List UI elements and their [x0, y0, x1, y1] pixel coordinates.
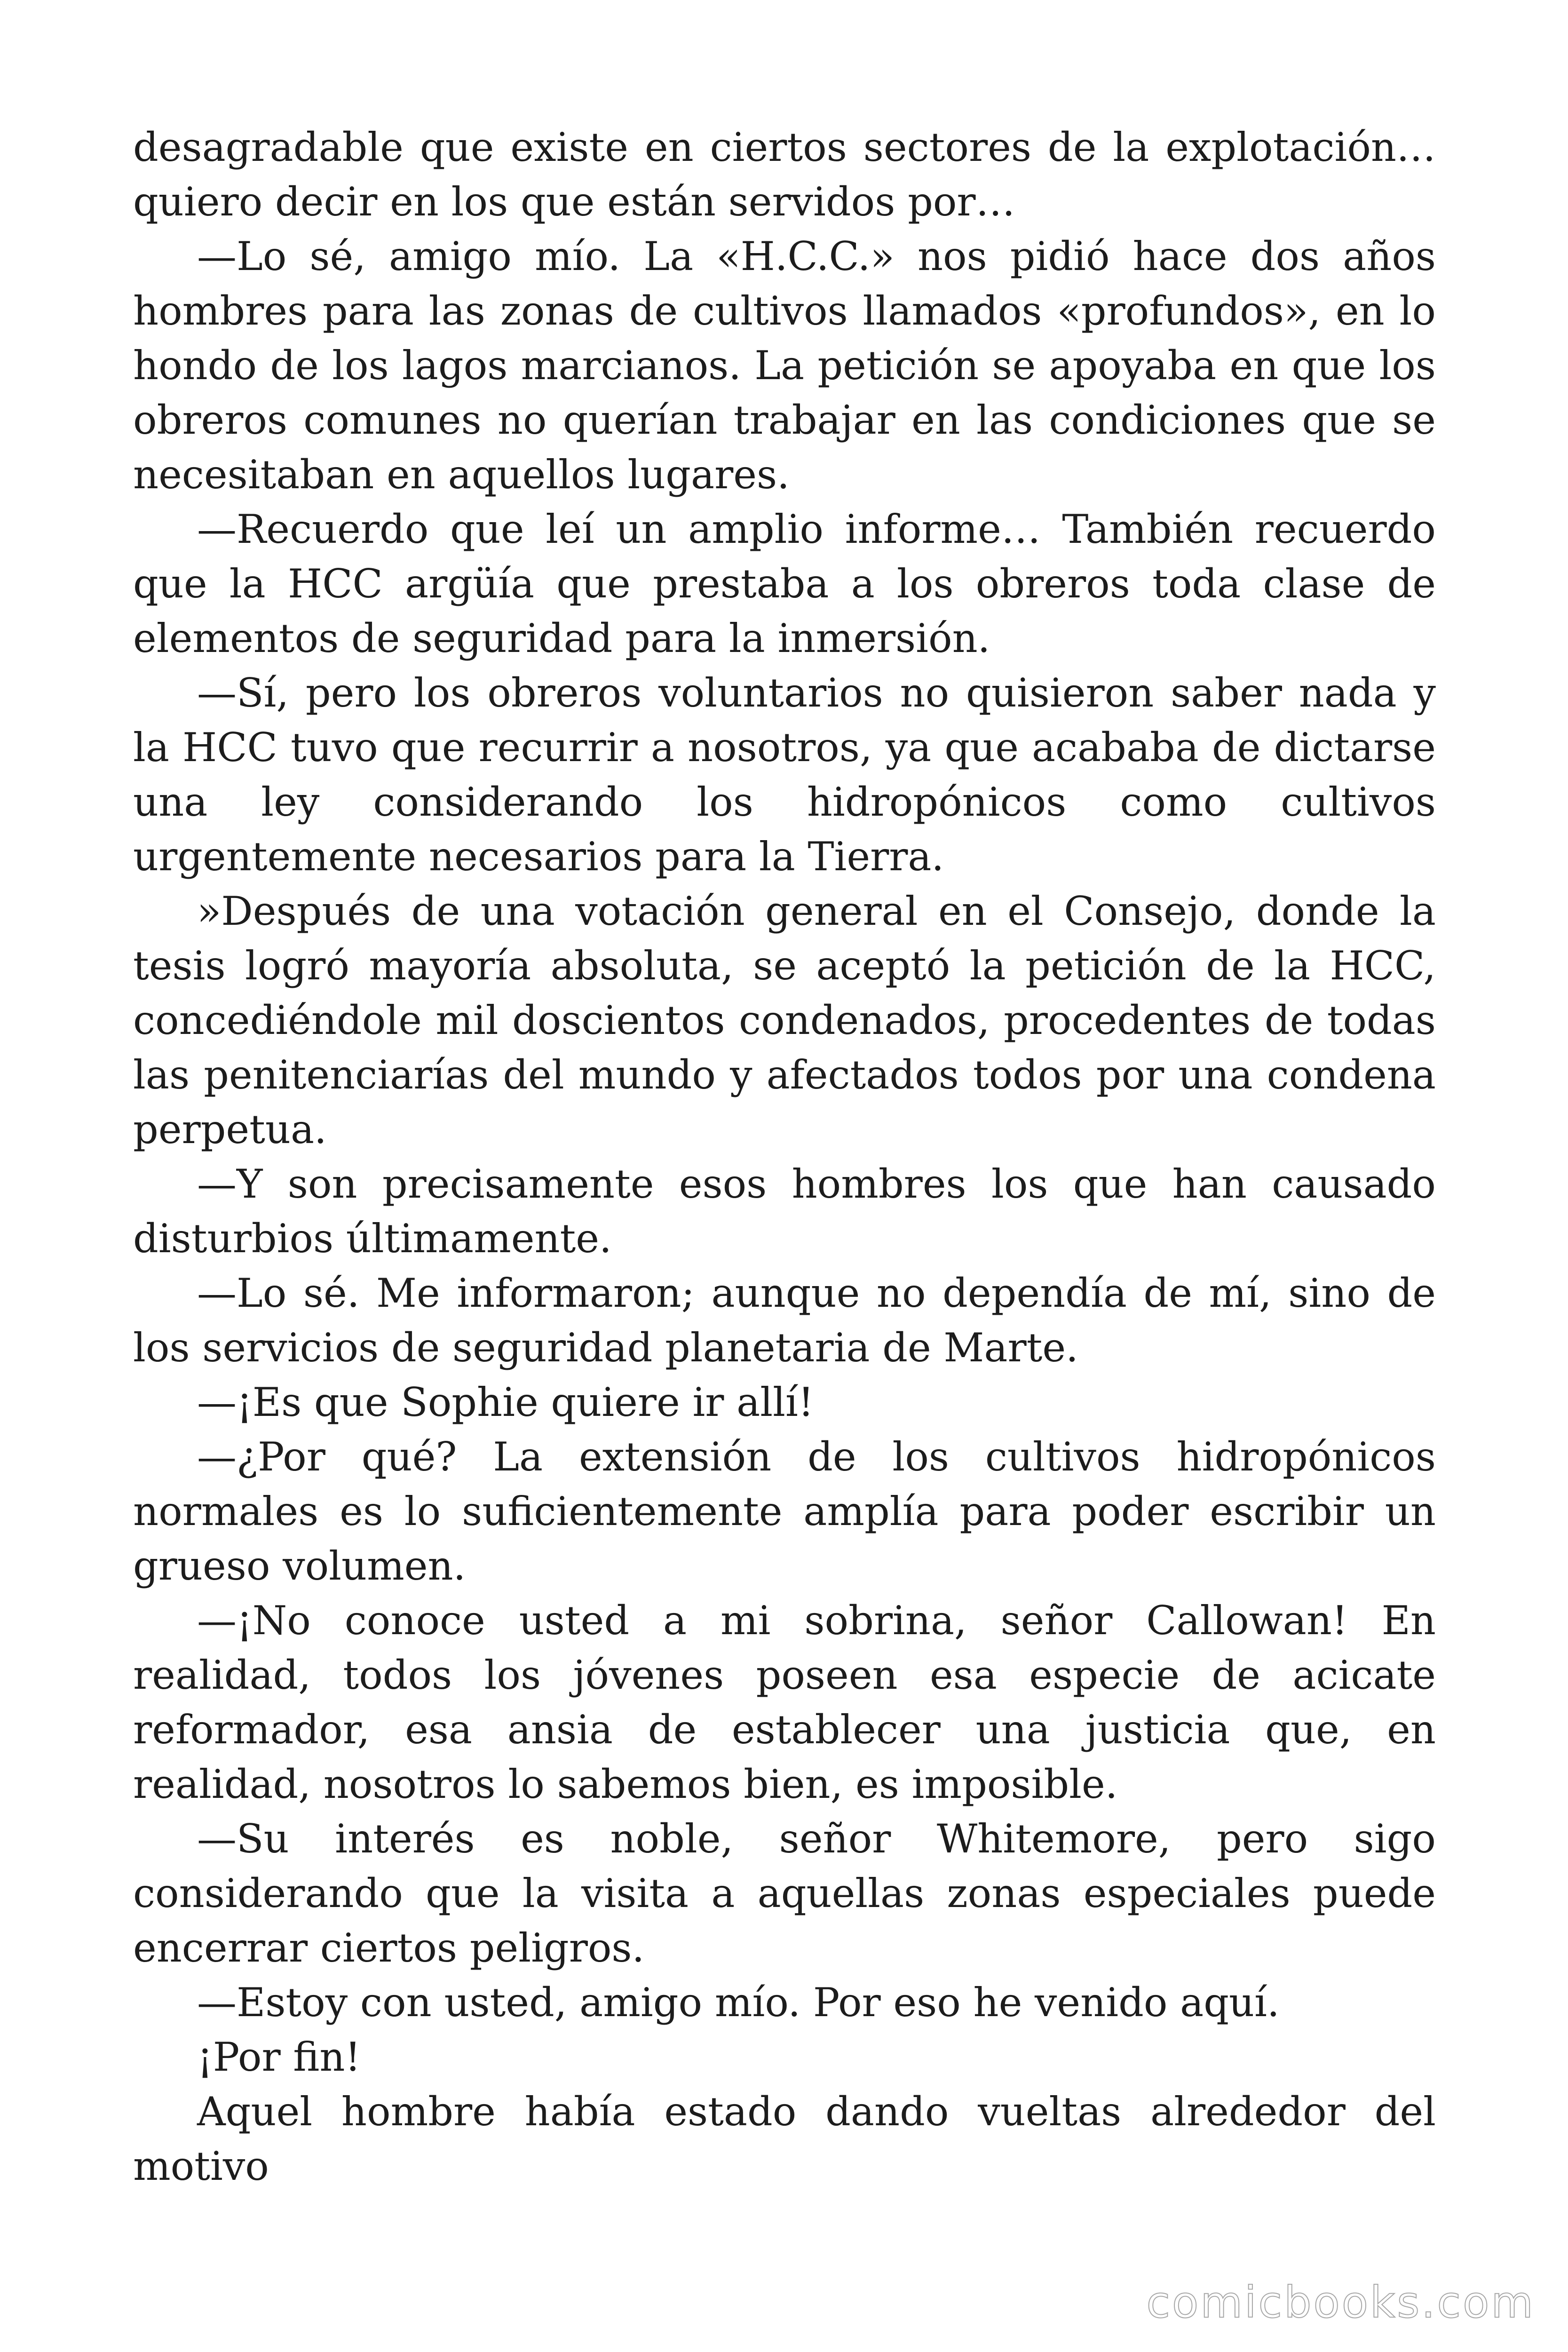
paragraph-sophie: —¡Es que Sophie quiere ir allí! [197, 1379, 814, 1425]
paragraph-sobrina: —¡No conoce usted a mi sobrina, señor Callowan! En realidad, todos los jóvenes poseen esa especie de acicate reformador, esa ansia de establecer una justicia que, en realidad, nosotros lo sabemos bien, es imposible. [133, 1597, 1436, 1807]
paragraph-estoy-con-usted: —Estoy con usted, amigo mío. Por eso he venido aquí. [197, 1979, 1280, 2026]
paragraph-obreros-voluntarios: —Sí, pero los obreros voluntarios no quisieron saber nada y la HCC tuvo que recurrir a nosotros, ya que acababa de dictarse una ley considerando los hidropónicos como cultivos urgentemente necesarios para la Tierra. [133, 670, 1436, 880]
paragraph-votacion-consejo: »Después de una votación general en el Consejo, donde la tesis logró mayoría absoluta, se aceptó la petición de la HCC, concediéndole mil doscientos condenados, procedentes de todas las penitenciarías del mundo y afectados todos por una condena perpetua. [133, 888, 1436, 1152]
watermark-text: comicbooks.com [1146, 2277, 1535, 2328]
book-page-text [133, 120, 1436, 2193]
paragraph-disturbios: —Y son precisamente esos hombres los que han causado disturbios últimamente. [133, 1161, 1436, 1262]
paragraph-aquel-hombre: Aquel hombre había estado dando vueltas alrededor del motivo [133, 2089, 1436, 2189]
paragraph-interes-noble: —Su interés es noble, señor Whitemore, pero sigo considerando que la visita a aquellas zonas especiales puede encerrar ciertos peligros. [133, 1816, 1436, 1971]
paragraph-seguridad-marte: —Lo sé. Me informaron; aunque no dependía de mí, sino de los servicios de seguridad planetaria de Marte. [133, 1270, 1436, 1371]
paragraph-continuation: desagradable que existe en ciertos sectores de la explotación… quiero decir en los que están servidos por… [133, 124, 1436, 225]
paragraph-callowan-hcc-request: —Lo sé, amigo mío. La «H.C.C.» nos pidió hace dos años hombres para las zonas de cultivos llamados «profundos», en lo hondo de los lagos marcianos. La petición se apoyaba en que los obreros comunes no querían trabajar en las condiciones que se necesitaban en aquellos lugares. [133, 233, 1436, 498]
paragraph-por-que: —¿Por qué? La extensión de los cultivos hidropónicos normales es lo suficientemente amplía para poder escribir un grueso volumen. [133, 1434, 1436, 1589]
paragraph-recuerdo-informe: —Recuerdo que leí un amplio informe… También recuerdo que la HCC argüía que prestaba a los obreros toda clase de elementos de seguridad para la inmersión. [133, 506, 1436, 661]
paragraph-por-fin: ¡Por fin! [197, 2034, 361, 2080]
